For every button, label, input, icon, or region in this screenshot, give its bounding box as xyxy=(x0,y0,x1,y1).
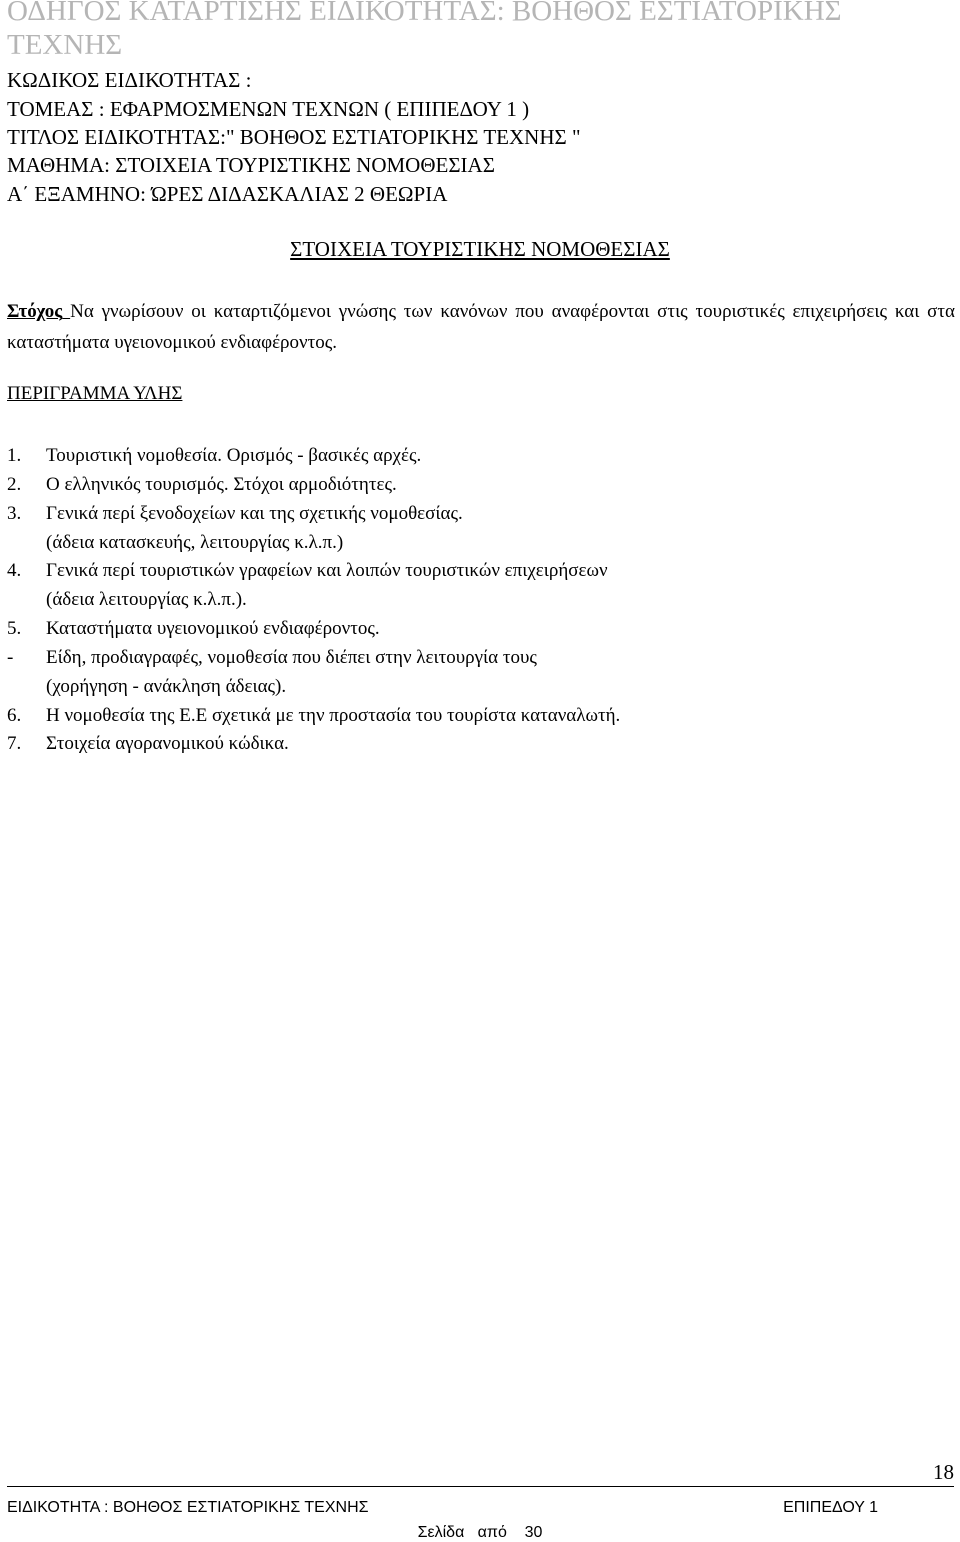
specialty-code-line: ΚΩΔΙΚΟΣ ΕΙΔΙΚΟΤΗΤΑΣ : xyxy=(7,68,252,92)
list-item-text: Ο ελληνικός τουρισμός. Στόχοι αρμοδιότητες. xyxy=(46,474,397,495)
goal-text: Να γνωρίσουν οι καταρτιζόμενοι γνώσης των κανόνων που αναφέρονται στις τουριστικές επιχειρήσεις και στα καταστήματα υγειονομικού ενδιαφέροντος. xyxy=(7,301,955,353)
list-item-text: Γενικά περί ξενοδοχείων και της σχετικής νομοθεσίας. xyxy=(46,503,463,524)
footer-divider xyxy=(7,1486,954,1487)
list-item-text: Στοιχεία αγορανομικού κώδικα. xyxy=(46,733,289,754)
page-number: 18 xyxy=(933,1460,954,1484)
section-heading: ΣΤΟΙΧΕΙΑ ΤΟΥΡΙΣΤΙΚΗΣ ΝΟΜΟΘΕΣΙΑΣ xyxy=(290,237,670,261)
list-item-number: 3. xyxy=(7,503,22,524)
list-item-number: 6. xyxy=(7,705,22,726)
specialty-title-line: ΤΙΤΛΟΣ ΕΙΔΙΚΟΤΗΤΑΣ:" ΒΟΗΘΟΣ ΕΣΤΙΑΤΟΡΙΚΗΣ ΤΕΧΝΗΣ " xyxy=(7,125,581,149)
sector-line: ΤΟΜΕΑΣ : ΕΦΑΡΜΟΣΜΕΝΩΝ ΤΕΧΝΩΝ ( ΕΠΙΠΕΔΟΥ 1 ) xyxy=(7,97,530,121)
list-item-dash: - xyxy=(7,647,14,668)
list-item-text: Είδη, προδιαγραφές, νομοθεσία που διέπει στην λειτουργία τους xyxy=(46,647,537,668)
list-item-text: Τουριστική νομοθεσία. Ορισμός - βασικές αρχές. xyxy=(46,445,422,466)
list-item-number: 7. xyxy=(7,733,22,754)
footer-level: ΕΠΙΠΕΔΟΥ 1 xyxy=(783,1499,878,1516)
document-title: ΟΔΗΓΟΣ ΚΑΤΑΡΤΙΣΗΣ ΕΙΔΙΚΟΤΗΤΑΣ: ΒΟΗΘΟΣ ΕΣΤΙΑΤΟΡΙΚΗΣ ΤΕΧΝΗΣ xyxy=(7,0,842,61)
list-item-number: 2. xyxy=(7,474,22,495)
list-item-text-continued: (άδεια κατασκευής, λειτουργίας κ.λ.π.) xyxy=(46,532,344,553)
outline-heading: ΠΕΡΙΓΡΑΜΜΑ ΥΛΗΣ xyxy=(7,383,183,404)
list-item-text-continued: (χορήγηση - ανάκληση άδειας). xyxy=(46,676,287,697)
semester-hours-line: Α΄ ΕΞΑΜΗΝΟ: ΏΡΕΣ ΔΙΔΑΣΚΑΛΙΑΣ 2 ΘΕΩΡΙΑ xyxy=(7,182,448,206)
goal-label: Στόχος xyxy=(7,301,63,322)
list-item-number: 4. xyxy=(7,560,22,581)
list-item-text: Η νομοθεσία της Ε.Ε σχετικά με την προστασία του τουρίστα καταναλωτή. xyxy=(46,705,621,726)
list-item-number: 5. xyxy=(7,618,22,639)
footer-specialty: ΕΙΔΙΚΟΤΗΤΑ : ΒΟΗΘΟΣ ΕΣΤΙΑΤΟΡΙΚΗΣ ΤΕΧΝΗΣ xyxy=(7,1499,369,1516)
list-item-text: Γενικά περί τουριστικών γραφείων και λοιπών τουριστικών επιχειρήσεων xyxy=(46,560,608,581)
list-item-text: Καταστήματα υγειονομικού ενδιαφέροντος. xyxy=(46,618,380,639)
list-item-text-continued: (άδεια λειτουργίας κ.λ.π.). xyxy=(46,589,247,610)
footer-page-count: Σελίδα από 30 xyxy=(417,1524,543,1541)
list-item-number: 1. xyxy=(7,445,22,466)
goal-paragraph xyxy=(7,296,955,358)
course-line: ΜΑΘΗΜΑ: ΣΤΟΙΧΕΙΑ ΤΟΥΡΙΣΤΙΚΗΣ ΝΟΜΟΘΕΣΙΑΣ xyxy=(7,153,495,177)
